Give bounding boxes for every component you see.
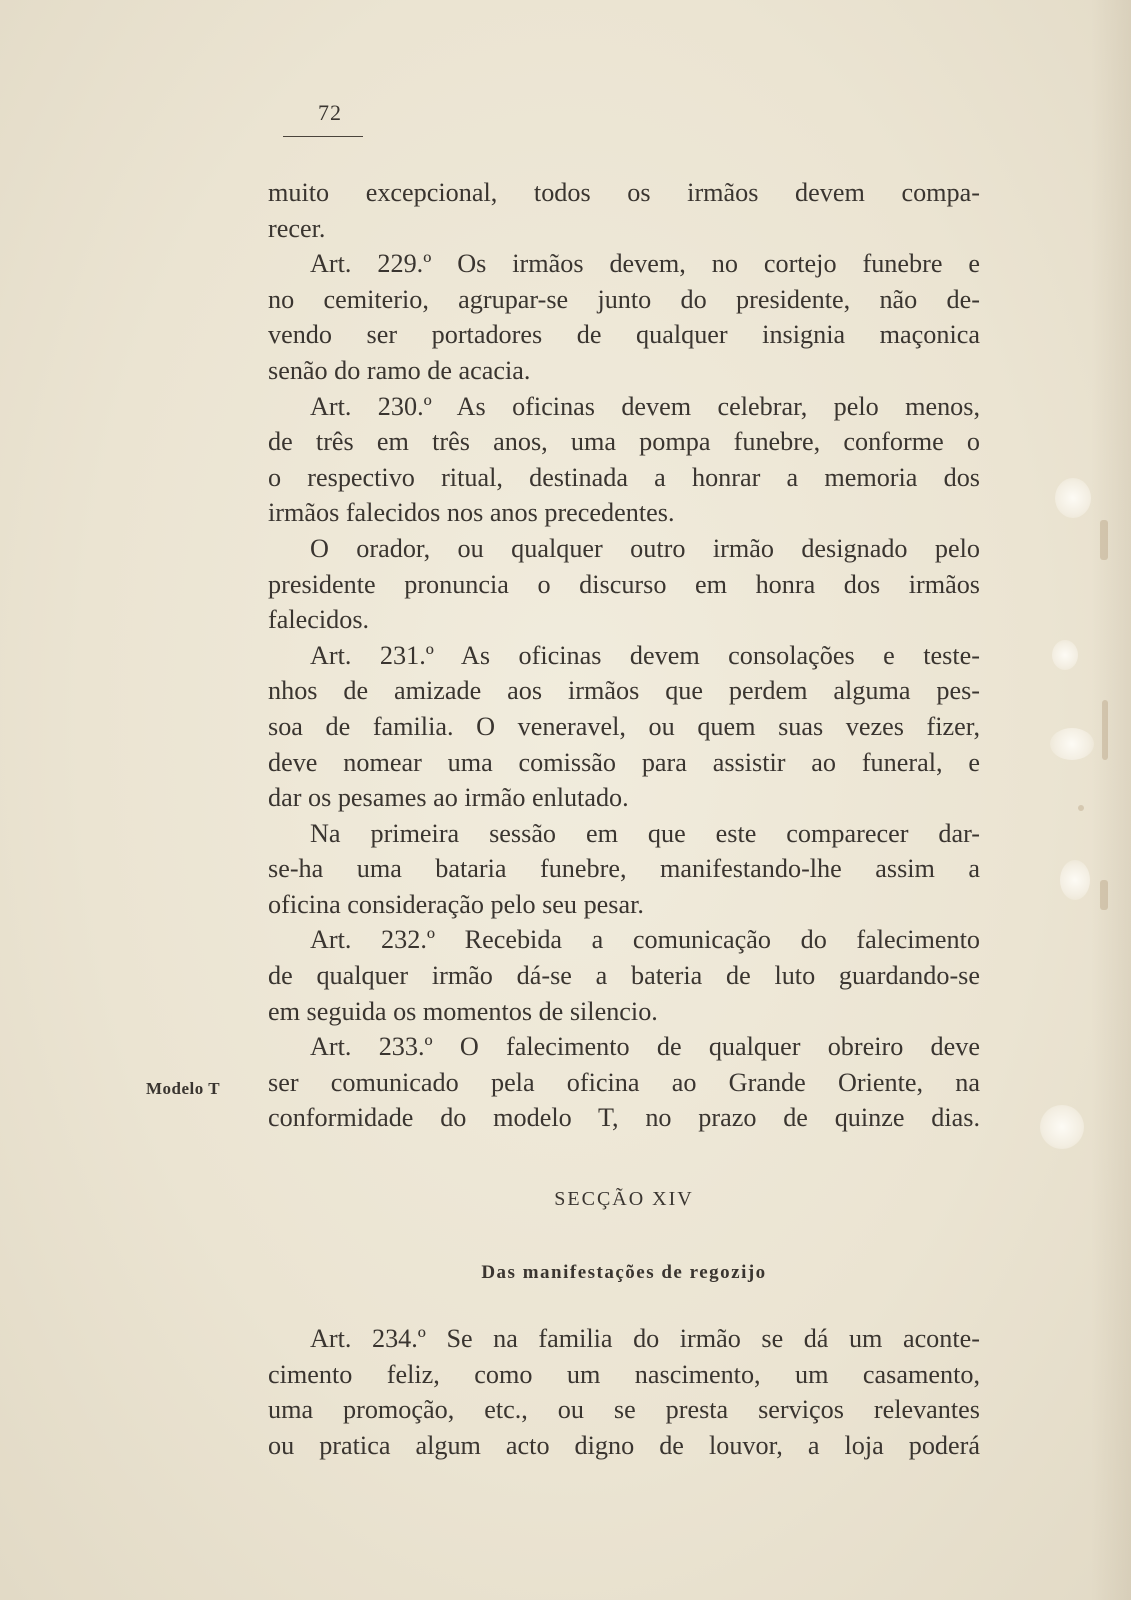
text-line: cimento feliz, como um nascimento, um casamento, (268, 1359, 980, 1389)
text-line: Art. 233.º O falecimento de qualquer obreiro deve (310, 1032, 980, 1062)
text-line: Art. 229.º Os irmãos devem, no cortejo funebre e (310, 249, 980, 279)
text-line: vendo ser portadores de qualquer insignia maçonica (268, 320, 980, 350)
text-line: Art. 232.º Recebida a comunicação do falecimento (310, 925, 980, 955)
text-line: Art. 231.º As oficinas devem consolações e teste- (310, 640, 980, 670)
text-line: oficina consideração pelo seu pesar. (268, 889, 644, 919)
text-line: senão do ramo de acacia. (268, 355, 531, 385)
text-line: uma promoção, etc., ou se presta serviços relevantes (268, 1395, 980, 1425)
section-subtitle: Das manifestações de regozijo (481, 1262, 767, 1283)
text-line: ou pratica algum acto digno de louvor, a loja poderá (268, 1430, 980, 1460)
paper-damage-mark (1050, 728, 1094, 760)
paper-damage-mark (1060, 860, 1090, 900)
text-line: dar os pesames ao irmão enlutado. (268, 783, 629, 813)
text-line: muito excepcional, todos os irmãos devem compa- (268, 178, 980, 207)
text-line: presidente pronuncia o discurso em honra dos irmãos (268, 569, 980, 599)
foxing-spot (1102, 700, 1108, 760)
text-line: o respectivo ritual, destinada a honrar a memoria dos (268, 462, 980, 492)
text-line: Art. 234.º Se na familia do irmão se dá um aconte- (310, 1324, 980, 1353)
section-heading: SECÇÃO XIV (554, 1188, 694, 1210)
body-text-top (268, 175, 980, 1136)
text-line: de qualquer irmão dá-se a bateria de luto guardando-se (268, 961, 980, 991)
page-edge-shadow (1091, 0, 1131, 1600)
text-line: Na primeira sessão em que este comparecer dar- (310, 818, 980, 848)
body-text-bottom (268, 1321, 980, 1463)
text-line: soa de familia. O veneravel, ou quem suas vezes fizer, (268, 711, 980, 741)
text-line: em seguida os momentos de silencio. (268, 996, 658, 1026)
text-line: nhos de amizade aos irmãos que perdem alguma pes- (268, 676, 980, 706)
margin-note: Modelo T (146, 1079, 221, 1098)
text-line: deve nomear uma comissão para assistir ao funeral, e (268, 747, 980, 777)
text-line: Art. 230.º As oficinas devem celebrar, pelo menos, (310, 391, 980, 421)
page-number-rule (283, 136, 363, 137)
text-line: irmãos falecidos nos anos precedentes. (268, 498, 675, 528)
paper-damage-mark (1055, 478, 1091, 518)
text-line: recer. (268, 213, 326, 243)
page-number: 72 (318, 100, 342, 125)
text-line: conformidade do modelo T, no prazo de quinze dias. (268, 1103, 980, 1133)
text-line: O orador, ou qualquer outro irmão designado pelo (310, 533, 980, 563)
paper-damage-mark (1052, 640, 1078, 670)
foxing-spot (1078, 805, 1084, 811)
text-line: se-ha uma bataria funebre, manifestando-lhe assim a (268, 854, 980, 884)
text-line: falecidos. (268, 605, 370, 635)
text-line: no cemiterio, agrupar-se junto do presidente, não de- (268, 284, 980, 314)
paper-damage-mark (1040, 1105, 1084, 1149)
text-line: ser comunicado pela oficina ao Grande Oriente, na (268, 1067, 980, 1097)
foxing-spot (1100, 520, 1108, 560)
text-line: de três em três anos, uma pompa funebre, conforme o (268, 427, 980, 457)
foxing-spot (1100, 880, 1108, 910)
